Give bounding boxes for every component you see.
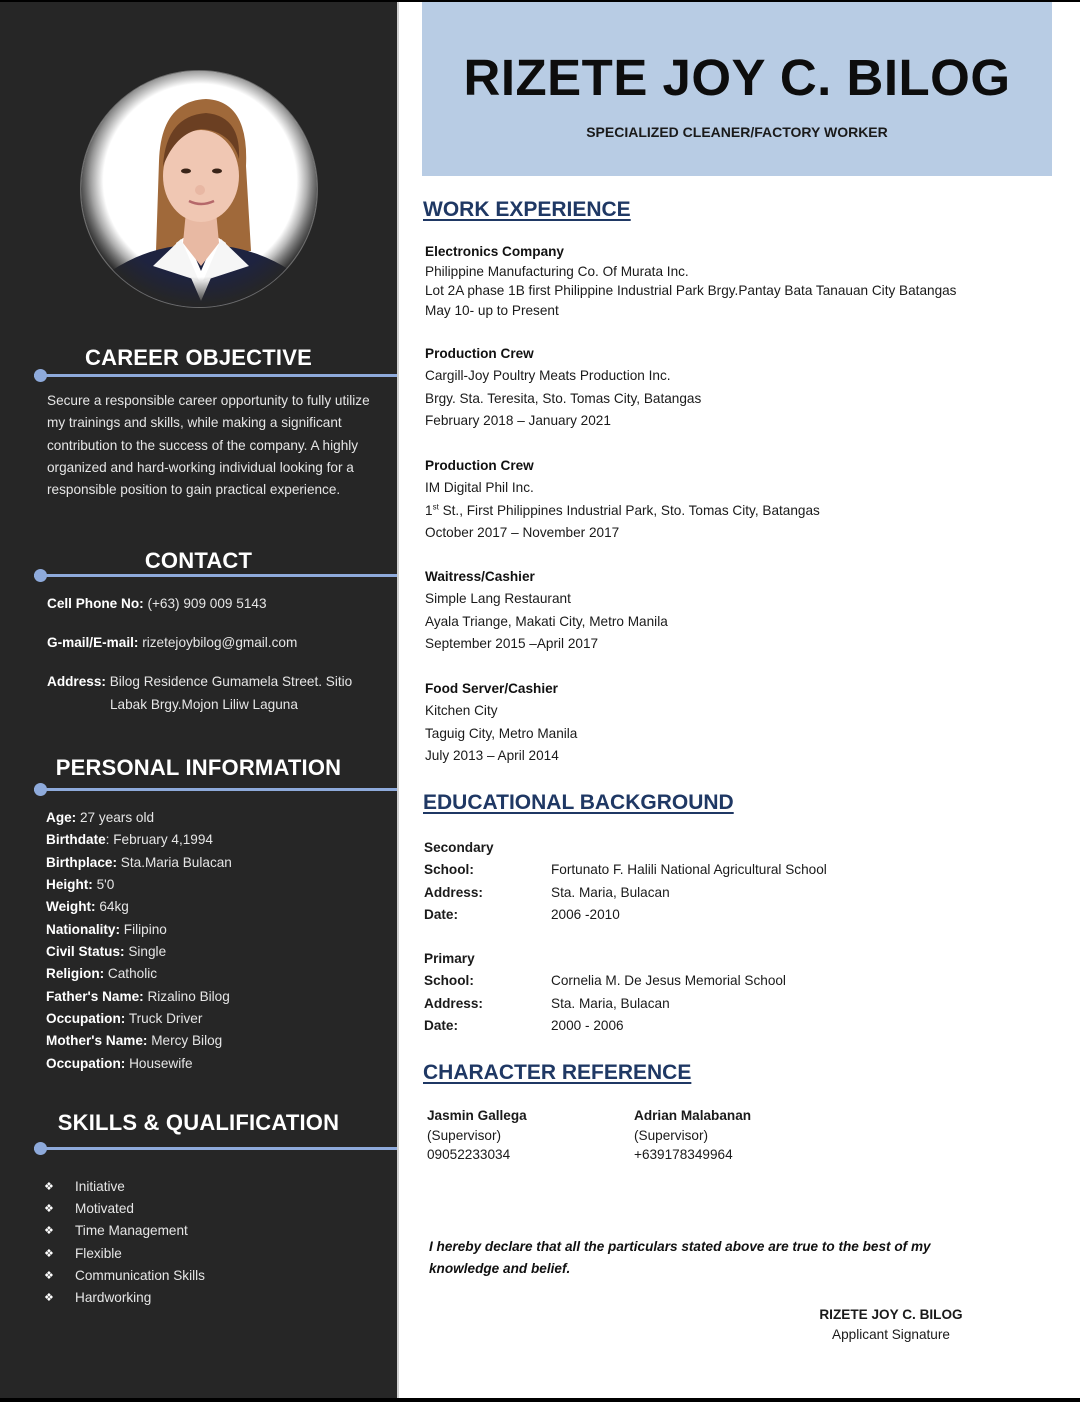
info-value: Sta.Maria Bulacan xyxy=(117,854,232,870)
personal-info-list xyxy=(46,807,232,1075)
address-rest: St., First Philippines Industrial Park, Sto. Tomas City, Batangas xyxy=(438,502,820,518)
reference-phone[interactable]: +639178349964 xyxy=(634,1147,733,1163)
job-dates: February 2018 – January 2021 xyxy=(425,412,611,428)
personal-info-item xyxy=(46,852,232,874)
info-value: Single xyxy=(124,944,167,960)
education-address-row xyxy=(424,882,827,904)
email-value[interactable]: rizetejoybilog@gmail.com xyxy=(142,635,298,650)
reference-name: Adrian Malabanan xyxy=(634,1108,752,1123)
reference-card xyxy=(634,1106,751,1165)
divider-dot-icon xyxy=(34,569,47,582)
divider-dot-icon xyxy=(34,369,47,382)
diamond-bullet-icon: ❖ xyxy=(44,1203,54,1216)
section-divider xyxy=(34,788,397,791)
address-number: 1 xyxy=(425,502,433,518)
info-label: Occupation: xyxy=(46,1011,126,1027)
diamond-bullet-icon: ❖ xyxy=(44,1269,54,1282)
skill-label: Time Management xyxy=(75,1223,188,1239)
divider-dot-icon xyxy=(34,783,47,796)
diamond-bullet-icon: ❖ xyxy=(44,1292,54,1305)
email-label: G-mail/E-mail: xyxy=(47,635,139,650)
field-label: Date: xyxy=(424,906,458,922)
field-label: Address: xyxy=(424,884,483,900)
name-header xyxy=(422,2,1052,176)
info-value: : February 4,1994 xyxy=(105,832,213,848)
info-label: Birthplace: xyxy=(46,854,118,870)
education-address-row xyxy=(424,993,786,1015)
job-entry xyxy=(425,678,577,767)
skill-label: Flexible xyxy=(75,1245,122,1261)
skill-item xyxy=(44,1287,205,1309)
profile-photo xyxy=(80,70,318,308)
education-heading: EDUCATIONAL BACKGROUND xyxy=(423,791,734,814)
info-label: Birthdate xyxy=(46,832,106,848)
info-label: Civil Status: xyxy=(46,944,125,960)
job-dates: October 2017 – November 2017 xyxy=(425,524,620,540)
education-date-row xyxy=(424,904,827,926)
info-value: Rizalino Bilog xyxy=(143,988,230,1004)
reference-phone[interactable]: 09052233034 xyxy=(427,1147,511,1163)
skill-item xyxy=(44,1176,205,1198)
sidebar xyxy=(0,2,397,1398)
divider-dot-icon xyxy=(34,1142,47,1155)
job-dates: July 2013 – April 2014 xyxy=(425,747,559,763)
personal-info-item xyxy=(46,1053,232,1075)
job-title: Waitress/Cashier xyxy=(425,569,535,584)
field-value: 2006 -2010 xyxy=(551,906,620,922)
field-label: School: xyxy=(424,973,474,989)
job-title: Electronics Company xyxy=(425,244,564,259)
address-line-1: Bilog Residence Gumamela Street. Sitio xyxy=(109,674,353,689)
personal-info-item xyxy=(46,874,232,896)
job-company: IM Digital Phil Inc. xyxy=(425,480,534,496)
job-entry xyxy=(425,343,701,432)
job-dates: September 2015 –April 2017 xyxy=(425,635,599,651)
job-company: Simple Lang Restaurant xyxy=(425,591,571,607)
field-value: Fortunato F. Halili National Agricultural School xyxy=(551,862,827,878)
personal-info-item xyxy=(46,941,232,963)
contact-address xyxy=(47,670,352,716)
job-address: Brgy. Sta. Teresita, Sto. Tomas City, Batangas xyxy=(425,390,702,406)
diamond-bullet-icon: ❖ xyxy=(44,1247,54,1260)
info-value: Filipino xyxy=(120,921,167,937)
address-label: Address: xyxy=(47,674,106,689)
reference-name: Jasmin Gallega xyxy=(427,1108,527,1123)
personal-info-item xyxy=(46,986,232,1008)
career-objective-heading: CAREER OBJECTIVE xyxy=(85,345,312,370)
skill-item xyxy=(44,1220,205,1242)
skill-label: Motivated xyxy=(75,1201,134,1217)
job-title: Production Crew xyxy=(425,458,534,473)
field-label: Address: xyxy=(424,995,483,1011)
info-value: 64kg xyxy=(95,899,129,915)
info-label: Age: xyxy=(46,810,77,825)
job-address xyxy=(425,500,820,522)
skills-list xyxy=(44,1176,205,1309)
section-divider xyxy=(34,574,397,577)
job-address: Ayala Triange, Makati City, Metro Manila xyxy=(425,613,668,629)
education-level: Primary xyxy=(424,951,475,966)
reference-position: (Supervisor) xyxy=(427,1127,502,1143)
section-divider xyxy=(34,1147,397,1150)
skill-item xyxy=(44,1265,205,1287)
skill-item xyxy=(44,1243,205,1265)
work-experience-heading: WORK EXPERIENCE xyxy=(423,198,631,221)
skills-heading: SKILLS & QUALIFICATION xyxy=(57,1110,340,1135)
info-label: Weight: xyxy=(46,899,96,915)
job-entry xyxy=(425,455,820,544)
section-divider xyxy=(34,374,397,377)
job-address: Taguig City, Metro Manila xyxy=(425,725,578,741)
character-reference-heading: CHARACTER REFERENCE xyxy=(423,1061,692,1084)
column-separator xyxy=(397,2,399,1398)
skill-item xyxy=(44,1198,205,1220)
personal-info-item xyxy=(46,896,232,918)
education-entry xyxy=(424,948,786,1037)
job-entry xyxy=(425,242,956,320)
signature-name: RIZETE JOY C. BILOG xyxy=(819,1307,963,1322)
signature-label: Applicant Signature xyxy=(832,1326,950,1342)
info-label: Religion: xyxy=(46,966,105,982)
job-title: Food Server/Cashier xyxy=(425,681,558,696)
address-line-2: Labak Brgy.Mojon Liliw Laguna xyxy=(110,697,298,712)
info-value: Truck Driver xyxy=(125,1011,203,1027)
job-company: Cargill-Joy Poultry Meats Production Inc. xyxy=(425,368,671,384)
job-dates: May 10- up to Present xyxy=(425,302,559,318)
education-entry xyxy=(424,837,827,926)
education-school-row xyxy=(424,970,786,992)
info-value: 5'0 xyxy=(92,877,115,893)
job-company: Philippine Manufacturing Co. Of Murata Inc. xyxy=(425,263,689,279)
signature-block xyxy=(800,1305,982,1344)
info-label: Nationality: xyxy=(46,921,121,937)
education-date-row xyxy=(424,1015,786,1037)
info-value: Housewife xyxy=(125,1055,193,1071)
field-value: 2000 - 2006 xyxy=(551,1017,624,1033)
job-entry xyxy=(425,566,668,655)
field-value: Sta. Maria, Bulacan xyxy=(551,884,670,900)
info-value: Catholic xyxy=(104,966,158,982)
contact-heading: CONTACT xyxy=(144,548,253,573)
career-objective-text: Secure a responsible career opportunity to fully utilize my trainings and skills, while making a significant contribution to the success of the company. A highly organized and hard-working individual looking for a responsible position to gain practical experience. xyxy=(47,393,370,498)
applicant-role: SPECIALIZED CLEANER/FACTORY WORKER xyxy=(586,124,888,140)
skill-label: Communication Skills xyxy=(75,1267,205,1283)
phone-value[interactable]: (+63) 909 009 5143 xyxy=(147,596,267,611)
phone-label: Cell Phone No: xyxy=(47,596,144,611)
field-label: School: xyxy=(424,862,474,878)
personal-info-item xyxy=(46,829,232,851)
personal-info-item xyxy=(46,1030,232,1052)
info-value: 27 years old xyxy=(76,810,155,825)
skill-label: Initiative xyxy=(75,1179,125,1194)
personal-info-item xyxy=(46,919,232,941)
job-title: Production Crew xyxy=(425,346,534,361)
contact-phone xyxy=(47,592,267,615)
info-label: Father's Name: xyxy=(46,988,144,1004)
field-label: Date: xyxy=(424,1017,458,1033)
skill-label: Hardworking xyxy=(75,1290,152,1306)
info-value: Mercy Bilog xyxy=(147,1033,223,1049)
contact-email xyxy=(47,631,297,654)
info-label: Occupation: xyxy=(46,1055,126,1071)
personal-info-heading: PERSONAL INFORMATION xyxy=(55,755,342,780)
personal-info-item xyxy=(46,807,232,829)
resume-page xyxy=(0,2,1080,1398)
personal-info-item xyxy=(46,1008,232,1030)
diamond-bullet-icon: ❖ xyxy=(44,1181,54,1193)
education-school-row xyxy=(424,859,827,881)
field-value: Sta. Maria, Bulacan xyxy=(551,995,670,1011)
education-level: Secondary xyxy=(424,840,494,855)
reference-card xyxy=(427,1106,527,1165)
job-company: Kitchen City xyxy=(425,703,498,719)
job-address: Lot 2A phase 1B first Philippine Industrial Park Brgy.Pantay Bata Tanauan City Batangas xyxy=(425,283,957,298)
reference-position: (Supervisor) xyxy=(634,1127,709,1143)
declaration-text: I hereby declare that all the particulars stated above are true to the best of my knowledge and belief. xyxy=(429,1239,931,1276)
profile-photo-icon xyxy=(81,71,318,308)
field-value: Cornelia M. De Jesus Memorial School xyxy=(551,973,786,989)
applicant-name: RIZETE JOY C. BILOG xyxy=(463,49,1011,106)
ordinal-suffix: st xyxy=(432,502,439,512)
info-label: Height: xyxy=(46,877,93,893)
diamond-bullet-icon: ❖ xyxy=(44,1225,54,1238)
personal-info-item xyxy=(46,963,232,985)
info-label: Mother's Name: xyxy=(46,1033,148,1049)
